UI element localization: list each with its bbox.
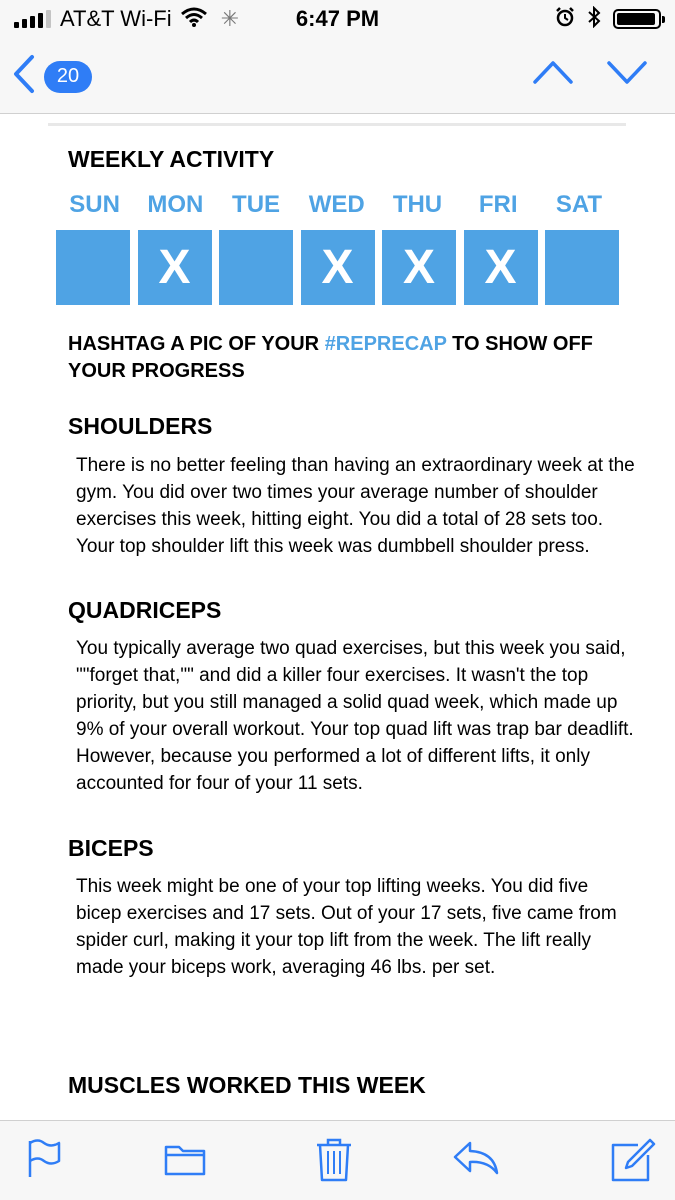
- battery-icon: [613, 9, 661, 29]
- hashtag-text-before: HASHTAG A PIC OF YOUR: [68, 333, 325, 355]
- day-box: X: [301, 230, 375, 305]
- day-label: FRI: [478, 191, 518, 218]
- section-body-biceps: This week might be one of your top lifting weeks. You did five bicep exercises and 17 sets. Out of your 17 sets, five came from spider curl, making it your top lift from the week. The lift really made your biceps work, averaging 46 lbs. per set.: [76, 876, 617, 978]
- day-labels: [55, 191, 620, 219]
- day-label: TUE: [232, 191, 281, 218]
- divider: [48, 123, 626, 126]
- day-label: THU: [392, 191, 443, 218]
- reply-icon[interactable]: [452, 1137, 500, 1182]
- day-box: [545, 230, 619, 305]
- day-label: SAT: [555, 191, 603, 218]
- alarm-icon: [555, 7, 575, 32]
- day-box: [219, 230, 293, 305]
- loading-icon: ✳: [220, 6, 240, 31]
- section-title-shoulders: SHOULDERS: [68, 413, 213, 439]
- nav-bar: [0, 40, 675, 114]
- hashtag-text-after: TO SHOW OFF YOUR PROGRESS: [68, 333, 593, 382]
- section-title-quadriceps: QUADRICEPS: [68, 597, 222, 623]
- day-box: X: [138, 230, 212, 305]
- day-box: X: [382, 230, 456, 305]
- back-chevron-icon: [12, 54, 36, 99]
- carrier-name: AT&T Wi-Fi: [60, 6, 172, 31]
- day-label: SUN: [69, 191, 120, 218]
- day-label: WED: [308, 191, 365, 218]
- section-body-quadriceps: You typically average two quad exercises, but this week you said, ""forget that,"" and did a killer four exercises. It wasn't the top priority, but you still managed a solid quad week, which made up 9% of your overall workout. Your top quad lift was trap bar deadlift. However, because you performed a lot of different lifts, it only accounted for four of your 11 sets.: [76, 638, 634, 794]
- hashtag-callout: [68, 331, 628, 385]
- compose-icon[interactable]: [610, 1137, 656, 1188]
- down-chevron-icon[interactable]: [606, 58, 648, 91]
- day-box: [56, 230, 130, 305]
- status-bar: [0, 0, 675, 40]
- section-body-shoulders: There is no better feeling than having an extraordinary week at the gym. You did over two times your average number of shoulder exercises this week, hitting eight. You did a total of 28 sets too. Your top shoulder lift this week was dumbbell shoulder press.: [76, 455, 635, 557]
- activity-grid: [56, 230, 627, 305]
- bottom-toolbar: [0, 1120, 675, 1200]
- hashtag-link[interactable]: #REPRECAP: [324, 333, 447, 355]
- weekly-activity-title: WEEKLY ACTIVITY: [68, 146, 275, 172]
- back-button[interactable]: [12, 54, 92, 99]
- up-chevron-icon[interactable]: [532, 58, 574, 91]
- trash-icon[interactable]: [315, 1137, 353, 1188]
- day-label: MON: [147, 191, 204, 218]
- status-time: 6:47 PM: [295, 6, 380, 31]
- flag-icon[interactable]: [26, 1137, 62, 1184]
- section-title-biceps: BICEPS: [68, 835, 154, 861]
- muscles-worked-title: MUSCLES WORKED THIS WEEK: [68, 1072, 426, 1098]
- folder-icon[interactable]: [163, 1137, 207, 1184]
- unread-count-badge: 20: [44, 61, 92, 93]
- bluetooth-icon: [587, 6, 601, 33]
- email-body[interactable]: [0, 115, 675, 1120]
- day-box: X: [464, 230, 538, 305]
